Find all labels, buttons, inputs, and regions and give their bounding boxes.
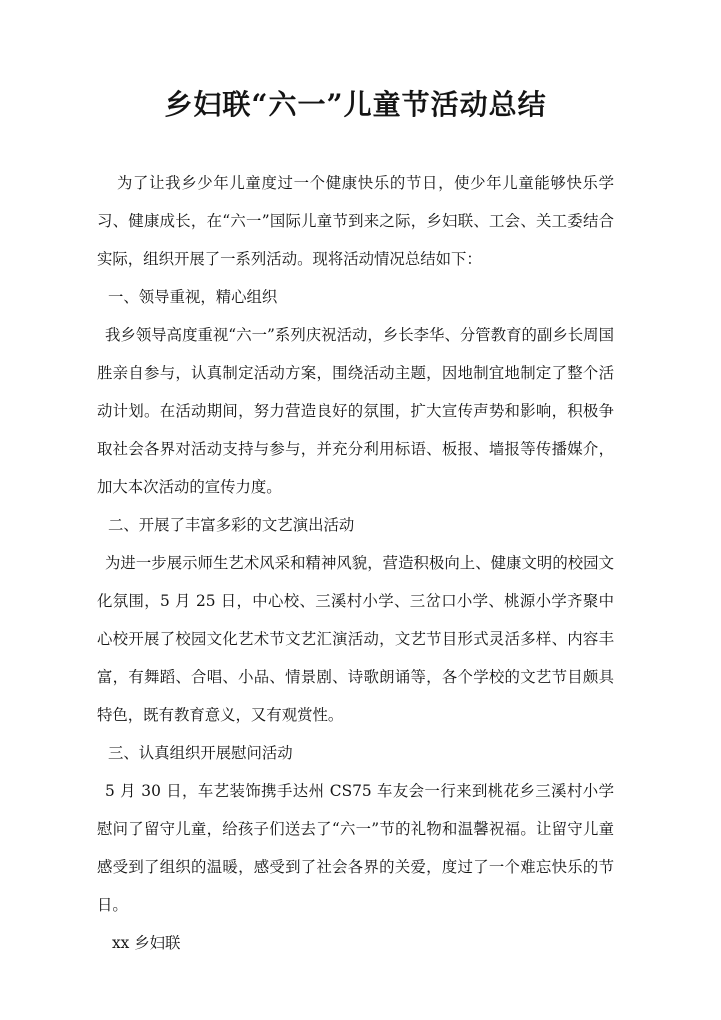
section-heading-3: 三、认真组织开展慰问活动: [108, 744, 293, 762]
paragraph-section-2: 为进一步展示师生艺术风采和精神风貌，营造积极向上、健康文明的校园文化氛围，5 月 25 日，中心校、三溪村小学、三岔口小学、桃源小学齐聚中心校开展了校园文化艺术节文艺汇演活动，文艺节目形式灵活多样、内容丰富，有舞蹈、合唱、小品、情景剧、诗歌朗诵等，各个学校的文艺节目颇具特色，既有教育意义，又有观赏性。: [97, 554, 614, 724]
section-heading-2: 二、开展了丰富多彩的文艺演出活动: [108, 516, 355, 534]
signature-line: xx 乡妇联: [112, 934, 181, 952]
paragraph-section-3: 5 月 30 日，车艺装饰携手达州 CS75 车友会一行来到桃花乡三溪村小学慰问了留守儿童，给孩子们送去了“六一”节的礼物和温馨祝福。让留守儿童感受到了组织的温暖，感受到了社会各界的关爱，度过了一个难忘快乐的节日。: [97, 782, 614, 914]
paragraph-intro: 为了让我乡少年儿童度过一个健康快乐的节日，使少年儿童能够快乐学习、健康成长，在“六一”国际儿童节到来之际，乡妇联、工会、关工委结合实际，组织开展了一系列活动。现将活动情况总结如下：: [97, 174, 614, 268]
document-title: 乡妇联“六一”儿童节活动总结: [164, 88, 547, 121]
section-heading-1: 一、领导重视，精心组织: [108, 288, 278, 306]
paragraph-section-1: 我乡领导高度重视“六一”系列庆祝活动，乡长李华、分管教育的副乡长周国胜亲自参与，认真制定活动方案，围绕活动主题，因地制宜地制定了整个活动计划。在活动期间，努力营造良好的氛围，扩大宣传声势和影响，积极争取社会各界对活动支持与参与，并充分利用标语、板报、墙报等传播媒介，加大本次活动的宣传力度。: [97, 326, 614, 496]
document-body: [97, 164, 614, 962]
